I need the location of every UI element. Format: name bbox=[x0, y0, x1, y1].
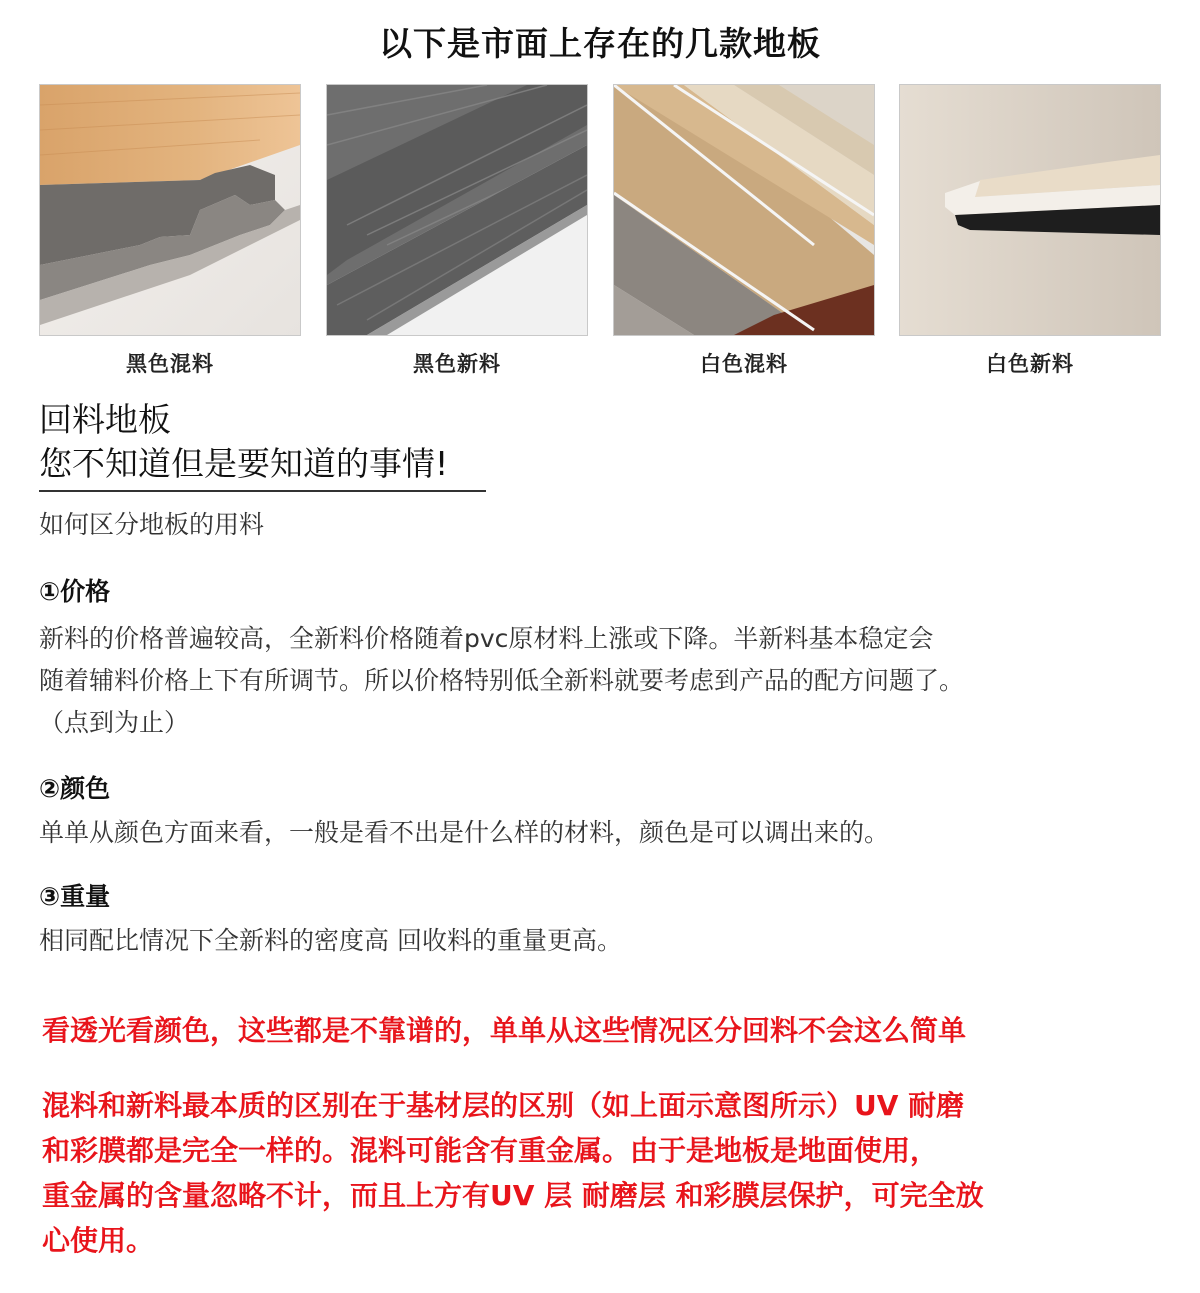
red-note-2 bbox=[42, 1083, 1167, 1263]
heading-line-1: 回料地板 bbox=[39, 400, 171, 439]
product-caption: 黑色新料 bbox=[413, 352, 501, 376]
section-title-weight: ③重量 bbox=[39, 882, 111, 911]
section-heading bbox=[39, 398, 448, 486]
stacked-wood-panels-photo bbox=[613, 84, 875, 336]
product-card-black-mixed bbox=[39, 84, 301, 378]
red-note-line: 混料和新料最本质的区别在于基材层的区别（如上面示意图所示）UV 耐磨 bbox=[42, 1089, 965, 1122]
white-core-flooring-photo bbox=[899, 84, 1161, 336]
section-body-price bbox=[39, 618, 1164, 744]
product-gallery bbox=[39, 84, 1161, 384]
heading-line-2: 您不知道但是要知道的事情! bbox=[39, 444, 449, 483]
product-card-white-new bbox=[899, 84, 1161, 378]
red-note-line: 心使用。 bbox=[42, 1224, 155, 1257]
body-line: 相同配比情况下全新料的密度高 回收料的重量更高。 bbox=[39, 926, 622, 955]
page-title: 以下是市面上存在的几款地板 bbox=[379, 24, 821, 63]
product-caption: 白色混料 bbox=[700, 352, 788, 376]
body-line: 单单从颜色方面来看，一般是看不出是什么样的材料，颜色是可以调出来的。 bbox=[39, 818, 890, 847]
body-line: （点到为止） bbox=[39, 708, 190, 737]
body-line: 随着辅料价格上下有所调节。所以价格特别低全新料就要考虑到产品的配方问题了。 bbox=[39, 666, 965, 695]
body-line: 新料的价格普遍较高，全新料价格随着pvc原材料上涨或下降。半新料基本稳定会 bbox=[39, 624, 934, 653]
product-caption: 白色新料 bbox=[986, 352, 1074, 376]
red-note-line: 看透光看颜色，这些都是不靠谱的，单单从这些情况区分回料不会这么简单 bbox=[42, 1014, 967, 1047]
product-caption: 黑色混料 bbox=[126, 352, 214, 376]
product-card-white-mixed bbox=[613, 84, 875, 378]
subheading: 如何区分地板的用料 bbox=[39, 510, 265, 539]
section-title-price: ①价格 bbox=[39, 577, 111, 606]
product-card-black-new bbox=[326, 84, 588, 378]
grey-wood-plank-photo bbox=[326, 84, 588, 336]
red-note-line: 和彩膜都是完全一样的。混料可能含有重金属。由于是地板是地面使用， bbox=[42, 1134, 939, 1167]
section-title-color: ②颜色 bbox=[39, 774, 111, 803]
heading-divider bbox=[39, 490, 486, 492]
section-body-color bbox=[39, 812, 1164, 854]
red-note-line: 重金属的含量忽略不计，而且上方有UV 层 耐磨层 和彩膜层保护，可完全放 bbox=[42, 1179, 984, 1212]
section-body-weight bbox=[39, 920, 1164, 962]
red-note-1 bbox=[42, 1008, 1167, 1053]
wood-flooring-cross-section-photo bbox=[39, 84, 301, 336]
